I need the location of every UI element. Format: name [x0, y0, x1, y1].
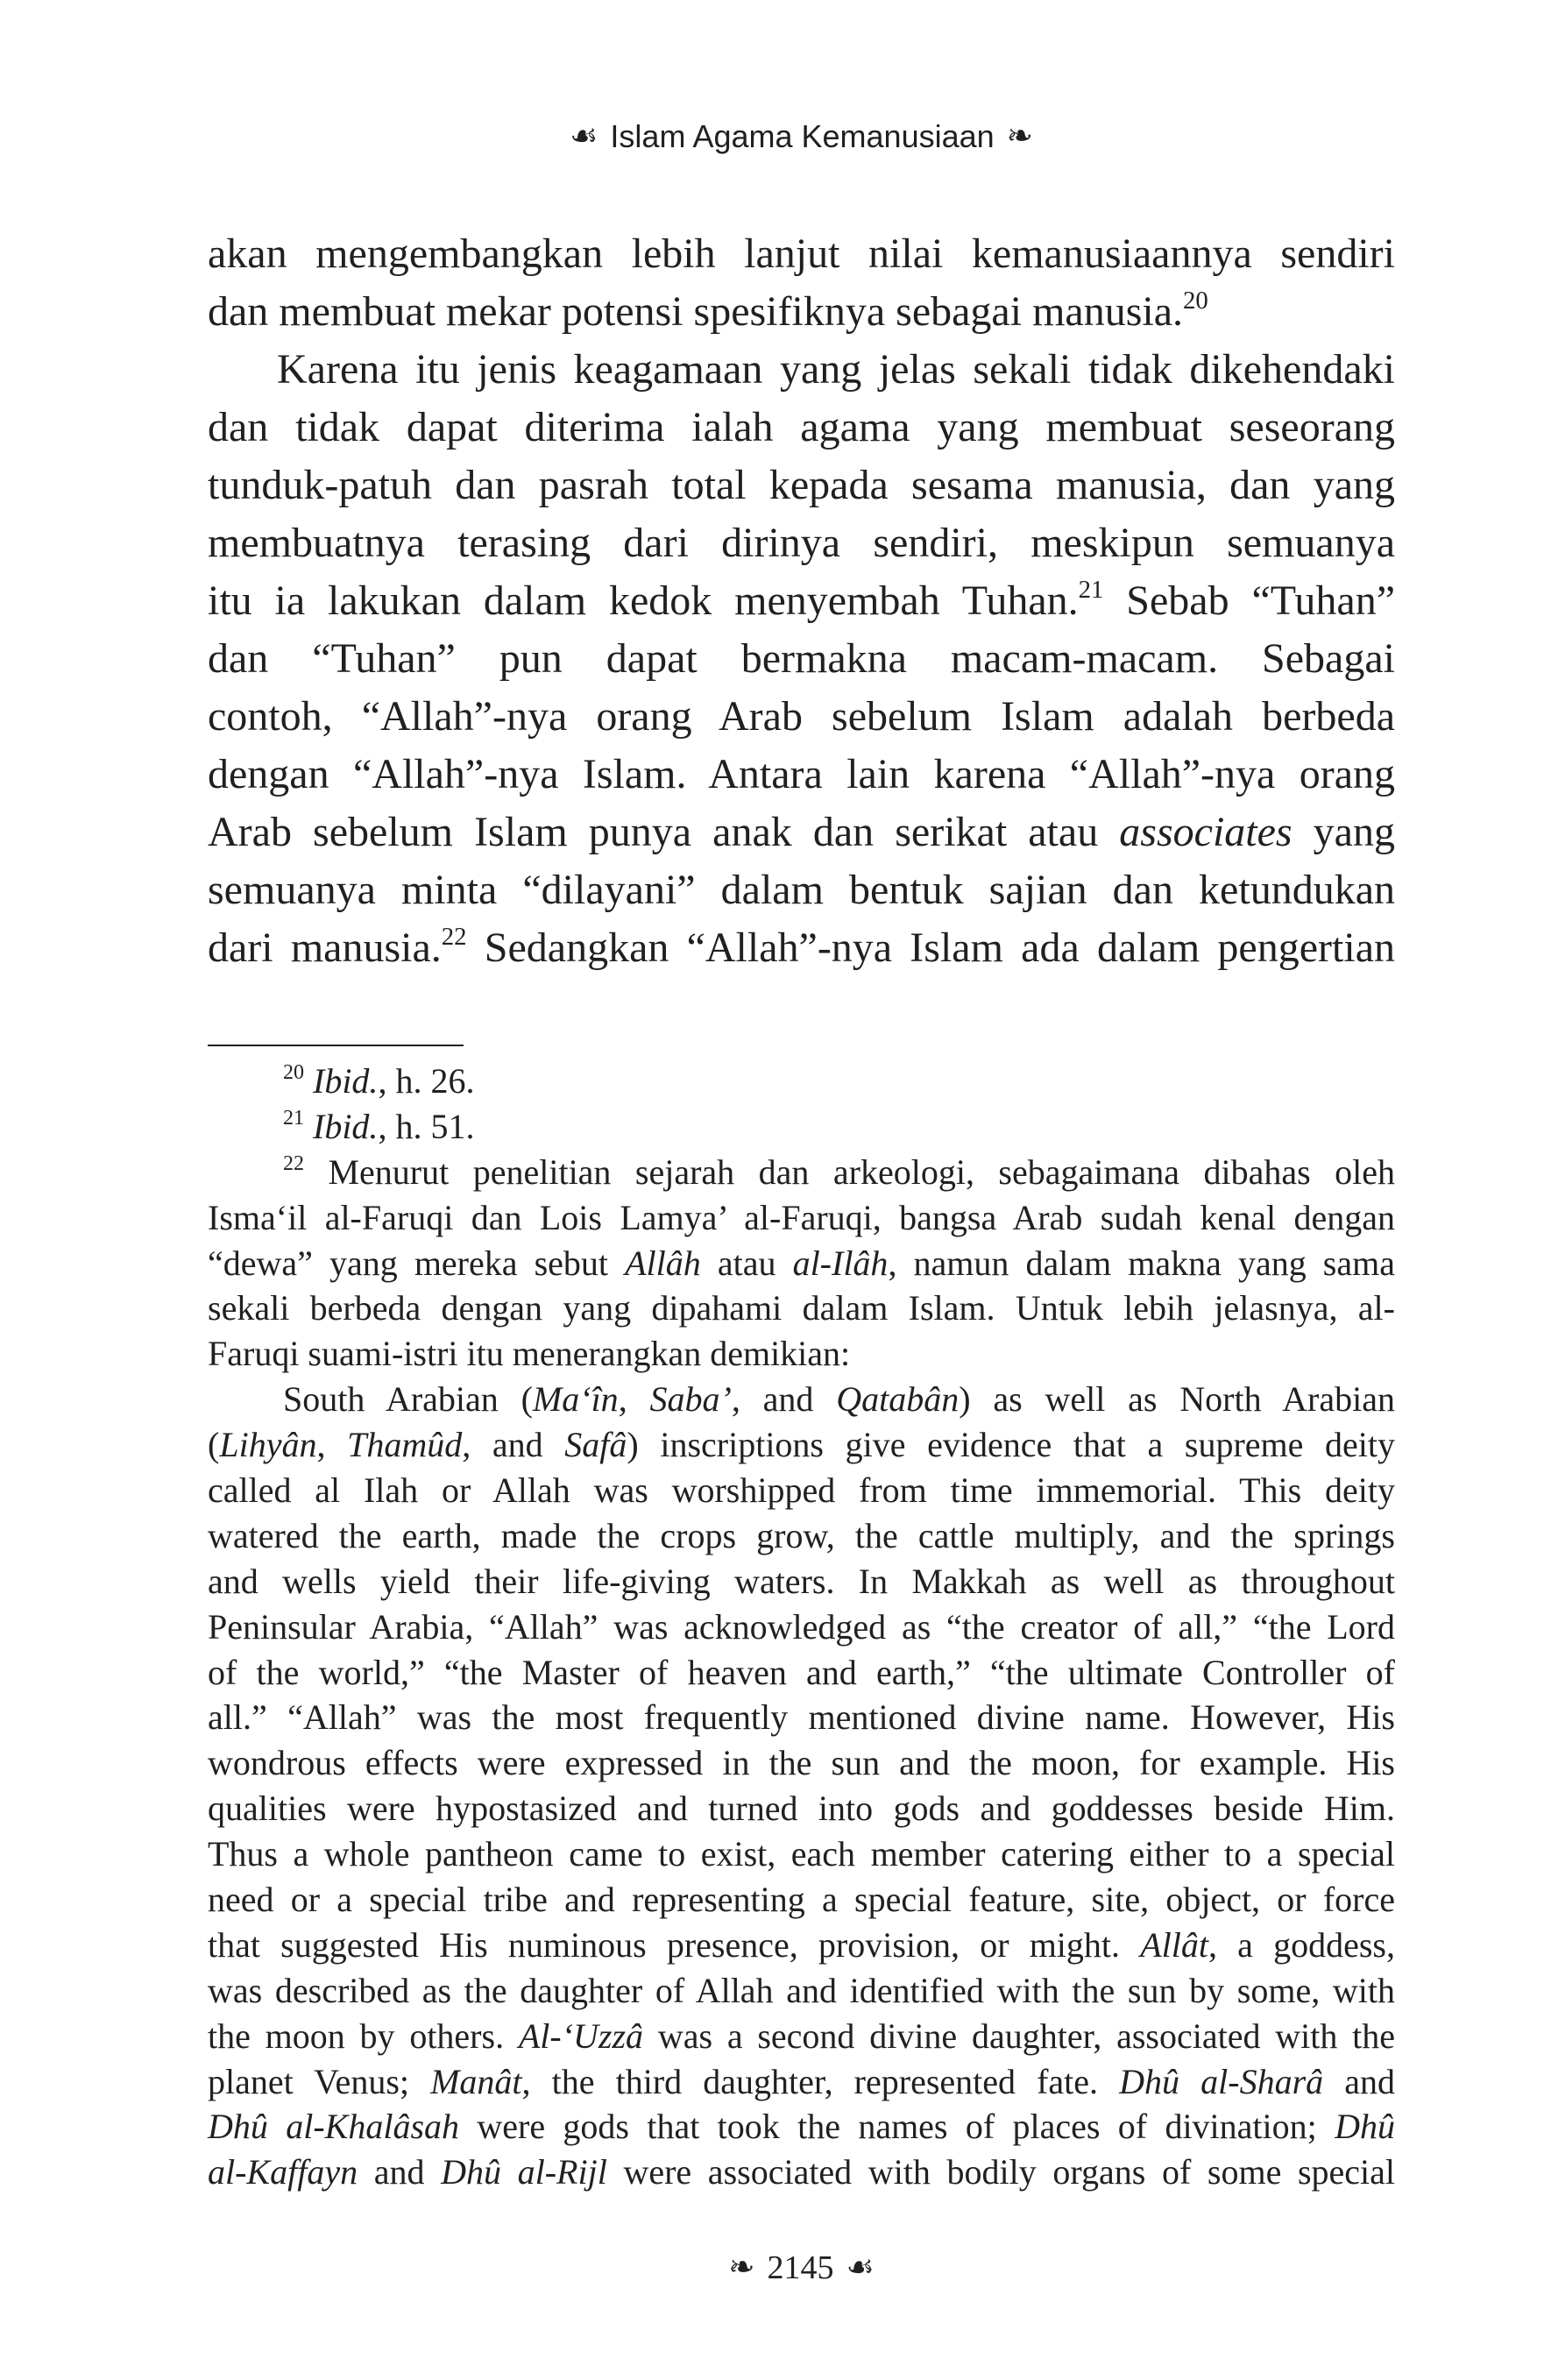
text-run: Faruqi suami-istri itu menerangkan demikian: — [208, 1334, 851, 1374]
text-run: called al Ilah or Allah was worshipped from time immemorial. This deity — [208, 1470, 1395, 1511]
footnote-line — [208, 1104, 1395, 1150]
text-line — [208, 861, 1395, 919]
text-run: Menurut penelitian sejarah dan arkeologi, sebagaimana dibahas oleh — [328, 1151, 1396, 1192]
text-run: ( — [208, 1425, 220, 1465]
footnote — [208, 1104, 1395, 1150]
footnote-line — [208, 1150, 1395, 1195]
text-run: watered the earth, made the crops grow, the cattle multiply, and the springs — [208, 1515, 1395, 1555]
italic-text: al-Kaffayn — [208, 2152, 358, 2192]
text-run: dan membuat mekar potensi spesifiknya sebagai manusia. — [208, 288, 1184, 335]
text-run: wondrous effects were expressed in the sun and the moon, for example. His — [208, 1743, 1395, 1783]
text-run: , a goddess, — [1208, 1924, 1395, 1965]
text-run: , h. 26. — [378, 1061, 475, 1101]
running-head-title: Islam Agama Kemanusiaan — [610, 118, 995, 154]
italic-text: Qatabân — [836, 1379, 960, 1420]
italic-text: Saba’ — [649, 1379, 732, 1420]
paragraph — [208, 341, 1395, 977]
footnote-line — [208, 1740, 1395, 1786]
text-line — [208, 630, 1395, 688]
text-line — [208, 572, 1395, 630]
text-line — [208, 919, 1395, 977]
text-run: qualities were hypostasized and turned into gods and goddesses beside Him. — [208, 1789, 1395, 1829]
text-run: , the third daughter, represented fate. — [521, 2061, 1120, 2101]
text-run: dari manusia. — [208, 924, 442, 971]
page-number: 2145 — [767, 2249, 834, 2286]
text-run: ) as well as North Arabian — [959, 1379, 1395, 1420]
italic-text: Dhû — [1335, 2107, 1395, 2147]
italic-text: Lihyân — [219, 1425, 317, 1465]
text-run: the moon by others. — [208, 2015, 519, 2056]
footnote-line — [208, 1650, 1395, 1696]
text-run: were associated with bodily organs of some special — [606, 2152, 1396, 2192]
footnote-line — [208, 1695, 1395, 1740]
footnote-line — [208, 1559, 1395, 1604]
text-run: were gods that took the names of places of divination; — [459, 2107, 1335, 2147]
text-run: , namun dalam makna yang sama — [888, 1243, 1395, 1283]
italic-text: Dhû al-Rijl — [441, 2152, 607, 2192]
footnote-line — [208, 1286, 1395, 1331]
text-run: contoh, “Allah”-nya orang Arab sebelum Islam adalah berbeda — [208, 693, 1395, 740]
italic-text: al-Ilâh — [792, 1243, 889, 1283]
footnote-line — [208, 2014, 1395, 2059]
text-run: that suggested His numinous presence, provision, or might. — [208, 1924, 1141, 1965]
text-run: was described as the daughter of Allah and identified with the sun by some, with — [208, 1970, 1395, 2010]
fleuron-right-icon: ❧ — [728, 2249, 755, 2285]
text-run: sekali berbeda dengan yang dipahami dalam Islam. Untuk lebih jelasnya, al- — [208, 1288, 1395, 1328]
italic-text: Al-‘Uzzâ — [518, 2015, 644, 2056]
text-run: and — [1323, 2061, 1395, 2101]
text-run: and — [358, 2152, 442, 2192]
text-line — [208, 457, 1395, 514]
text-line — [208, 225, 1395, 283]
page-footer — [208, 2245, 1395, 2291]
footnote-line — [208, 1422, 1395, 1468]
text-run: dan tidak dapat diterima ialah agama yang membuat seseorang — [208, 404, 1395, 450]
text-run: planet Venus; — [208, 2061, 431, 2101]
text-run: need or a special tribe and representing a special feature, site, object, or force — [208, 1880, 1395, 1920]
text-run: Peninsular Arabia, “Allah” was acknowledged as “the creator of all,” “the Lord — [208, 1606, 1395, 1647]
italic-text: Thamûd — [347, 1425, 463, 1465]
running-head — [208, 114, 1395, 159]
italic-text: Manât — [430, 2061, 522, 2101]
text-run: itu ia lakukan dalam kedok menyembah Tuhan. — [208, 577, 1079, 624]
italic-text: Ma‘în — [532, 1379, 619, 1420]
italic-text: Ibid. — [313, 1061, 379, 1101]
text-line — [208, 746, 1395, 804]
text-run: and wells yield their life-giving waters. In Makkah as well as throughout — [208, 1561, 1395, 1601]
footnote-number: 20 — [283, 1061, 304, 1085]
text-run: “dewa” yang mereka sebut — [208, 1243, 626, 1283]
footnote-line — [208, 2150, 1395, 2195]
footnote — [208, 1150, 1395, 2195]
text-line — [208, 688, 1395, 746]
text-run: yang — [1292, 809, 1395, 855]
text-run: Sebab “Tuhan” — [1103, 577, 1395, 624]
footnote-line — [208, 1831, 1395, 1877]
footnote-line — [208, 1786, 1395, 1831]
text-run: akan mengembangkan lebih lanjut nilai kemanusiaannya sendiri — [208, 230, 1395, 277]
footnote-number: 21 — [283, 1107, 304, 1130]
footnote-line — [208, 1513, 1395, 1559]
text-run: Karena itu jenis keagamaan yang jelas sekali tidak dikehendaki — [277, 346, 1395, 393]
italic-text: Ibid. — [313, 1106, 379, 1146]
footnotes — [208, 1059, 1395, 2195]
text-run: , — [316, 1425, 348, 1465]
italic-text: Safâ — [564, 1425, 627, 1465]
text-line — [208, 399, 1395, 457]
text-run: Sedangkan “Allah”-nya Islam ada dalam pengertian — [466, 924, 1395, 971]
footnote-line — [208, 1195, 1395, 1241]
footnote — [208, 1059, 1395, 1104]
footnote-line — [208, 1877, 1395, 1923]
text-run: , — [618, 1379, 650, 1420]
footnote-line — [208, 1241, 1395, 1286]
footnote-line — [208, 1923, 1395, 1968]
footnote-line — [208, 1468, 1395, 1513]
text-line — [208, 804, 1395, 861]
text-run: , and — [462, 1425, 565, 1465]
footnote-reference: 21 — [1078, 576, 1104, 605]
text-run: ) inscriptions give evidence that a supreme deity — [627, 1425, 1396, 1465]
text-run: dan “Tuhan” pun dapat bermakna macam-macam. Sebagai — [208, 635, 1395, 682]
fleuron-right-icon: ❧ — [1006, 118, 1033, 154]
italic-text: Dhû al-Khalâsah — [208, 2107, 460, 2147]
text-line — [208, 283, 1395, 341]
italic-text: Allâh — [625, 1243, 701, 1283]
fleuron-left-icon: ☙ — [846, 2249, 875, 2285]
text-run: membuatnya terasing dari dirinya sendiri, meskipun semuanya — [208, 520, 1395, 566]
text-run: Thus a whole pantheon came to exist, each member catering either to a special — [208, 1834, 1395, 1874]
text-run: Arab sebelum Islam punya anak dan serikat atau — [208, 809, 1120, 855]
footnote-line — [208, 1331, 1395, 1377]
text-run: dengan “Allah”-nya Islam. Antara lain karena “Allah”-nya orang — [208, 751, 1395, 797]
text-run: , and — [731, 1379, 837, 1420]
text-run: was a second divine daughter, associated with the — [643, 2015, 1395, 2056]
text-run: of the world,” “the Master of heaven and earth,” “the ultimate Controller of — [208, 1652, 1395, 1692]
text-run: all.” “Allah” was the most frequently mentioned divine name. However, His — [208, 1697, 1395, 1738]
text-run: semuanya minta “dilayani” dalam bentuk sajian dan ketundukan — [208, 867, 1395, 913]
paragraph — [208, 225, 1395, 341]
footnote-separator — [208, 1045, 464, 1046]
text-run: tunduk-patuh dan pasrah total kepada sesama manusia, dan yang — [208, 462, 1395, 508]
footnote-line — [208, 1968, 1395, 2014]
footnote-reference: 22 — [441, 923, 467, 952]
body-text — [208, 225, 1395, 977]
text-run: Isma‘il al-Faruqi dan Lois Lamya’ al-Faruqi, bangsa Arab sudah kenal dengan — [208, 1197, 1395, 1237]
footnote-line — [208, 2104, 1395, 2150]
footnote-line — [208, 1377, 1395, 1422]
footnote-line — [208, 2059, 1395, 2105]
text-run: South Arabian ( — [283, 1379, 533, 1420]
fleuron-left-icon: ☙ — [570, 118, 598, 154]
footnote-line — [208, 1604, 1395, 1650]
text-line — [208, 514, 1395, 572]
text-run: , h. 51. — [378, 1106, 475, 1146]
italic-text: Dhû al-Sharâ — [1119, 2061, 1324, 2101]
text-line — [208, 341, 1395, 399]
footnote-reference: 20 — [1183, 287, 1208, 315]
footnote-number: 22 — [283, 1152, 304, 1176]
italic-text: associates — [1119, 809, 1292, 855]
italic-text: Allât — [1140, 1924, 1208, 1965]
text-run: atau — [700, 1243, 793, 1283]
footnote-line — [208, 1059, 1395, 1104]
